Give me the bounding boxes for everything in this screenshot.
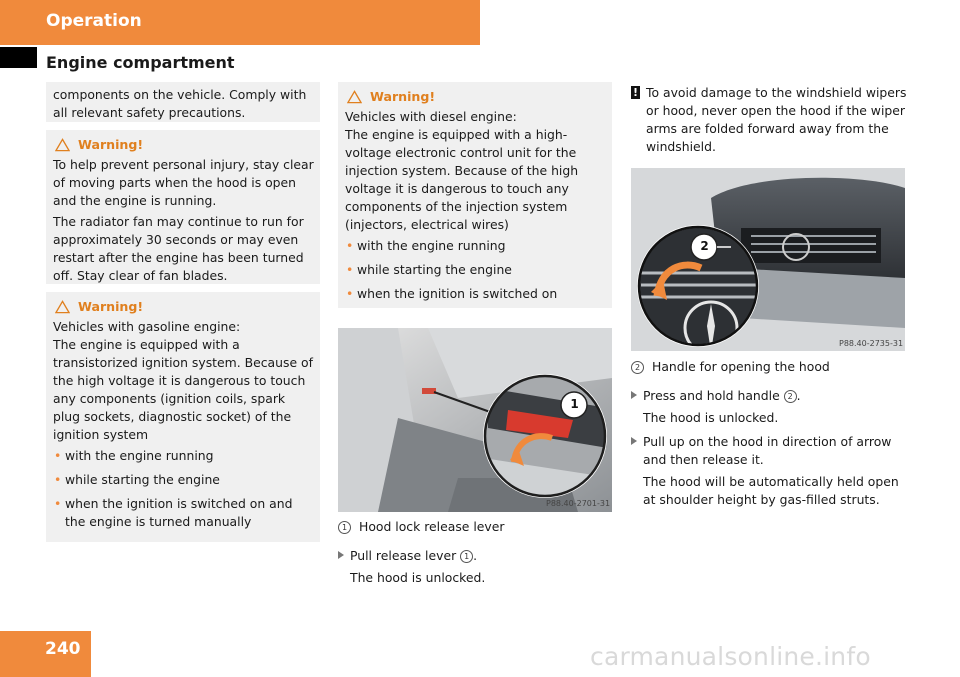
bullet-dot-icon: • — [54, 448, 62, 463]
notice-block — [631, 84, 908, 156]
image-caption: 1 Hood lock release lever — [338, 518, 612, 536]
step-arrow-icon — [631, 437, 637, 445]
instruction-step: Pull release lever 1 . — [338, 547, 612, 565]
warning-triangle-icon — [55, 138, 70, 152]
list-item: • when the ignition is switched on — [346, 286, 558, 301]
warning-triangle-icon — [347, 90, 362, 104]
warning-title: Warning! — [78, 137, 144, 152]
notice-exclamation-icon: ! — [632, 86, 639, 99]
list-item: • when the ignition is switched on and the engine is turned manually — [54, 496, 293, 529]
warning-triangle-icon — [55, 300, 70, 314]
watermark: carmanualsonline.info — [590, 642, 871, 671]
footwell-illustration — [338, 328, 612, 512]
list-item: • while starting the engine — [54, 472, 220, 487]
warning-bullet-list — [345, 237, 606, 303]
bullet-dot-icon: • — [54, 496, 62, 511]
section-marker — [0, 47, 37, 68]
image-reference-code: P88.40-2701-31 — [546, 499, 611, 508]
intro-text: components on the vehicle. Comply with all relevant safety precautions. — [53, 87, 307, 120]
step-result: The hood will be automatically held open at shoulder height by gas-filled struts. — [643, 474, 899, 507]
image-reference-code: P88.40-2735-31 — [839, 339, 904, 348]
callout-number-icon: 1 — [338, 521, 351, 534]
bullet-dot-icon: • — [54, 472, 62, 487]
warning-text: The engine is equipped with a high-voltage electronic control unit for the injection system. Because of the high voltage it is dangerous to touch any components of the injection system (injectors, electrical wires) — [345, 127, 579, 232]
instruction-step: Press and hold handle 2 . — [631, 387, 908, 405]
hood-lock-instructions — [338, 518, 612, 587]
bullet-dot-icon: • — [346, 262, 354, 277]
warning-heading — [53, 136, 314, 154]
warning-bullet-list — [53, 447, 314, 531]
step-arrow-icon — [631, 391, 637, 399]
notice-text: To avoid damage to the windshield wipers or hood, never open the hood if the wiper arms are folded forward away from the windshield. — [646, 85, 907, 154]
list-item: • with the engine running — [54, 448, 214, 463]
hood-opening-instructions — [631, 358, 908, 509]
intro-box — [46, 82, 320, 122]
bullet-dot-icon: • — [346, 238, 354, 253]
warning-heading — [345, 88, 606, 106]
warning-heading — [53, 298, 314, 316]
section-title: Engine compartment — [46, 53, 235, 72]
page-number-text: 240 — [45, 639, 81, 659]
callout-number-icon: 2 — [631, 361, 644, 374]
step-arrow-icon — [338, 551, 344, 559]
warning-title: Warning! — [370, 89, 436, 104]
image-caption: 2 Handle for opening the hood — [631, 358, 908, 376]
warning-text: Vehicles with diesel engine: — [345, 109, 517, 124]
warning-text: The engine is equipped with a transistorized ignition system. Because of the high voltage it is dangerous to touch any components (ignition coils, spark plug sockets, diagnostic socket) of the ignition system — [53, 337, 313, 442]
step-result: The hood is unlocked. — [350, 570, 486, 585]
warning-title: Warning! — [78, 299, 144, 314]
callout-number-icon: 1 — [460, 550, 473, 563]
chapter-tab — [0, 0, 480, 45]
list-item: • while starting the engine — [346, 262, 512, 277]
warning-box-gasoline — [46, 292, 320, 542]
warning-box-diesel — [338, 82, 612, 308]
list-item: • with the engine running — [346, 238, 506, 253]
step-result: The hood is unlocked. — [643, 410, 779, 425]
instruction-step: Pull up on the hood in direction of arrow and then release it. — [631, 433, 908, 469]
chapter-title: Operation — [46, 11, 142, 31]
callout-number-icon: 2 — [784, 390, 797, 403]
bullet-dot-icon: • — [346, 286, 354, 301]
hood-handle-photo — [631, 168, 905, 351]
page-number — [0, 631, 91, 677]
warning-text: To help prevent personal injury, stay clear of moving parts when the hood is open and the engine is running. — [53, 157, 314, 208]
vehicle-front-illustration — [631, 168, 905, 351]
warning-text: The radiator fan may continue to run for approximately 30 seconds or may even restart after the engine has been turned off. Stay clear of fan blades. — [53, 214, 304, 283]
image-callout-number: 1 — [570, 397, 579, 411]
warning-text: Vehicles with gasoline engine: — [53, 319, 241, 334]
hood-release-lever-photo — [338, 328, 612, 512]
warning-box-fan — [46, 130, 320, 284]
image-callout-number: 2 — [700, 239, 709, 253]
